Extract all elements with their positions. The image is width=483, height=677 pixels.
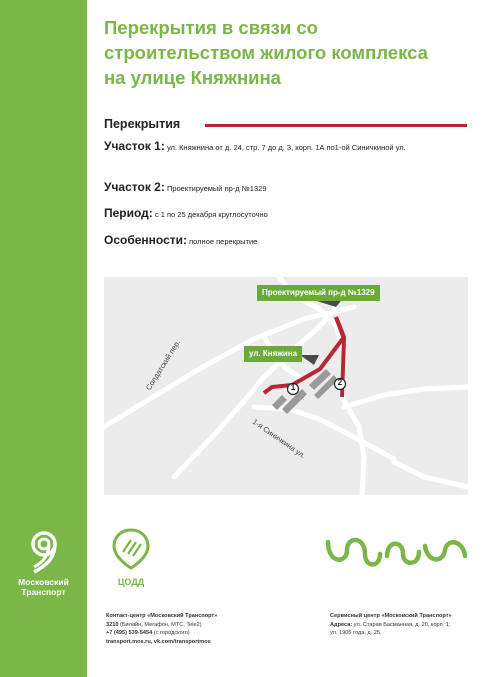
decorative-wave-pattern — [325, 532, 470, 577]
callout-projected-road: Проектируемый пр-д №1329 — [257, 285, 380, 301]
section-1-value: ул. Княжнина от д. 24, стр. 7 до д. 3, корп. 1А по1-ой Синичкиной ул. — [166, 143, 406, 152]
map-roads — [104, 277, 468, 495]
heading-divider — [205, 124, 467, 127]
features-value: полное перекрытие — [189, 237, 258, 246]
logo-text-line1: Московский — [18, 577, 69, 587]
footer-contact-center — [106, 612, 217, 646]
section-period — [104, 208, 464, 220]
logo-text-line2: Транспорт — [21, 587, 66, 597]
title-line2: строительством жилого комплекса — [104, 42, 428, 63]
address-2: ул. 1905 года, д. 25. — [330, 630, 382, 637]
section-2 — [104, 182, 464, 194]
callout-knyazhina-street: ул. Княжина — [244, 346, 302, 362]
codd-logo — [106, 528, 156, 587]
marker-1-label: 1 — [290, 383, 296, 392]
address-1: ул. Старая Басманная, д. 20, корп. 1; — [353, 621, 451, 628]
moscow-transport-logo — [0, 528, 87, 597]
section-1-label: Участок 1: — [104, 139, 165, 153]
closure-map — [104, 277, 468, 495]
section-features — [104, 235, 464, 247]
service-center-title: Сервисный центр «Московский Транспорт» — [330, 613, 452, 619]
codd-pin-icon — [111, 528, 151, 570]
marker-2-label: 2 — [337, 378, 343, 387]
section-2-value: Проектируемый пр-д №1329 — [166, 184, 267, 193]
short-phone: 3210 — [106, 621, 119, 628]
section-1 — [104, 141, 464, 153]
footer-service-center — [330, 612, 452, 638]
features-label: Особенности: — [104, 233, 188, 247]
contact-websites: transport.mos.ru, vk.com/transportmos — [106, 638, 211, 645]
period-value: с 1 по 25 декабря круглосуточно — [154, 210, 268, 219]
city-phone-note: (с городского) — [153, 630, 190, 637]
page-title — [104, 15, 464, 90]
title-line1: Перекрытия в связи со — [104, 17, 318, 38]
period-label: Период: — [104, 206, 153, 220]
street-label-soldatsky: Солдатский пер. — [144, 338, 183, 392]
short-phone-operators: (Билайн, Мегафон, МТС, Tele2) — [120, 621, 202, 628]
city-phone: +7 (495) 539-5454 — [106, 630, 153, 637]
addresses-label: Адреса: — [330, 621, 353, 628]
closures-heading: Перекрытия — [104, 117, 181, 131]
title-line3: на улице Княжнина — [104, 67, 281, 88]
moscow-transport-nine-icon — [24, 528, 64, 574]
section-2-label: Участок 2: — [104, 180, 165, 194]
codd-text: ЦОДД — [117, 577, 145, 587]
street-label-sinichkina: 1-я Синичкина ул. — [250, 417, 308, 461]
contact-center-title: Контакт-центр «Московский Транспорт» — [106, 613, 218, 619]
